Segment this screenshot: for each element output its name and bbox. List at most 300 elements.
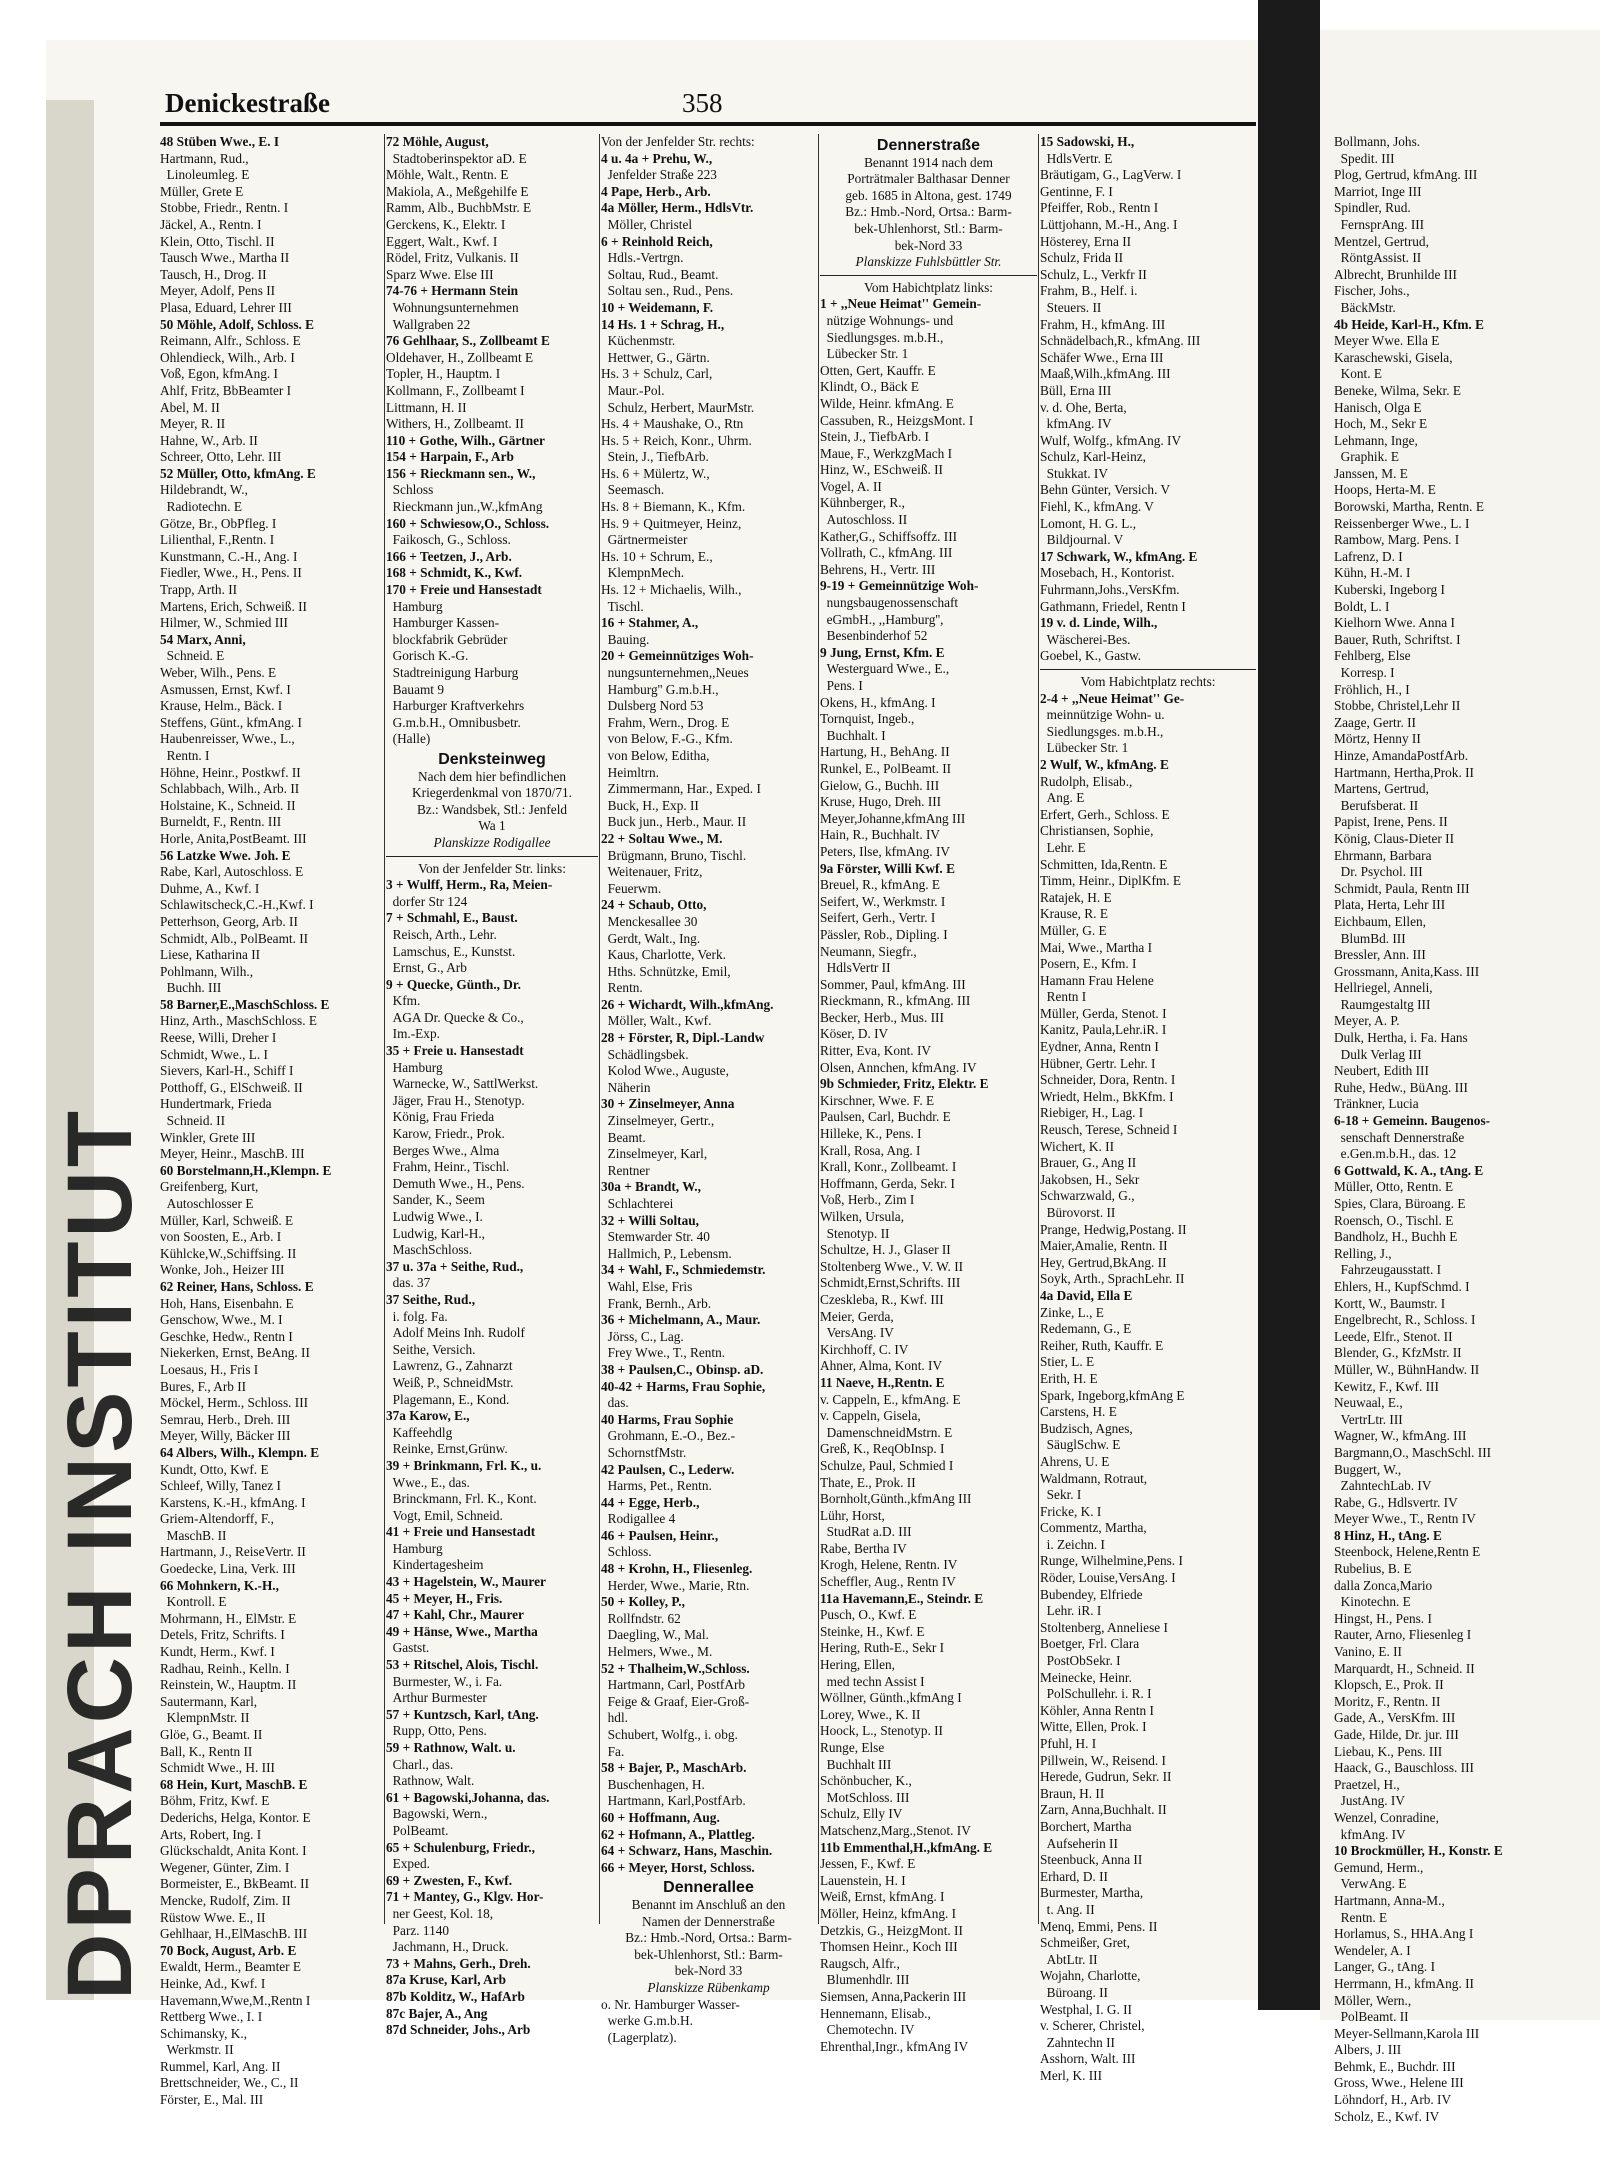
resident-entry: Steenbock, Helene,Rentn E bbox=[1334, 1544, 1481, 1560]
resident-entry: Ehrenthal,Ingr., kfmAng IV bbox=[820, 2038, 969, 2054]
resident-entry: Rupp, Otto, Pens. bbox=[386, 1723, 487, 1739]
resident-entry: Dulk Verlag III bbox=[1334, 1046, 1422, 1062]
resident-entry: (Lagerplatz). bbox=[601, 2029, 677, 2045]
resident-entry: Herede, Gudrun, Sekr. II bbox=[1040, 1769, 1172, 1785]
resident-entry: PostObSekr. I bbox=[1040, 1653, 1121, 1669]
resident-entry: Wriedt, Helm., BkKfm. I bbox=[1040, 1088, 1174, 1104]
resident-entry: Rambow, Marg. Pens. I bbox=[1334, 532, 1460, 548]
resident-entry: v. Scherer, Christel, bbox=[1040, 2018, 1145, 2034]
column-divider bbox=[384, 134, 385, 1924]
resident-entry: HdlsVertr II bbox=[820, 960, 891, 976]
resident-entry: Möller, Heinz, kfmAng. I bbox=[820, 1905, 957, 1921]
resident-entry: Wilde, Heinr. kfmAng. E bbox=[820, 395, 954, 411]
resident-entry: Ahner, Alma, Kont. IV bbox=[820, 1358, 943, 1374]
resident-entry: Wenzel, Conradine, bbox=[1334, 1809, 1439, 1825]
resident-entry: Gentinne, F. I bbox=[1040, 183, 1113, 199]
street-note: Wa 1 bbox=[478, 818, 506, 834]
resident-entry: Geschke, Hedw., Rentn I bbox=[160, 1328, 293, 1344]
resident-entry: Zaage, Gertr. II bbox=[1334, 714, 1416, 730]
resident-entry: Hoch, M., Sekr E bbox=[1334, 416, 1428, 432]
resident-entry: Frahm, B., Helf. i. bbox=[1040, 283, 1138, 299]
resident-entry: Kuberski, Ingeborg I bbox=[1334, 582, 1445, 598]
resident-entry: Bildjournal. V bbox=[1040, 532, 1124, 548]
resident-entry: Hs. 10 + Schrum, E., bbox=[601, 548, 713, 564]
resident-entry: Goedecke, Lina, Verk. III bbox=[160, 1561, 296, 1577]
resident-entry: Ratajek, H. E bbox=[1040, 889, 1112, 905]
resident-entry: StudRat a.D. III bbox=[820, 1524, 912, 1540]
resident-entry: Schubert, Wolfg., i. obg. bbox=[601, 1727, 738, 1742]
resident-entry: Schädlingsbek. bbox=[601, 1046, 689, 1062]
resident-entry: Rubelius, B. E bbox=[1334, 1561, 1412, 1577]
resident-entry: BlumBd. III bbox=[1334, 930, 1406, 946]
street-note: Namen der Dennerstraße bbox=[642, 1913, 775, 1929]
resident-entry: Scheffler, Aug., Rentn IV bbox=[820, 1574, 956, 1590]
resident-entry: Lomont, H. G. L., bbox=[1040, 515, 1137, 531]
resident-entry: Posern, E., Kfm. I bbox=[1040, 956, 1137, 972]
resident-entry: Paulsen, Carl, Buchdr. E bbox=[820, 1109, 951, 1125]
resident-entry: Kirchhoff, C. IV bbox=[820, 1341, 909, 1357]
house-number-entry: 11 Naeve, H.,Rentn. E bbox=[820, 1374, 945, 1390]
resident-entry: Klopsch, E., Prok. II bbox=[1334, 1677, 1444, 1693]
resident-entry: Genschow, Wwe., M. I bbox=[160, 1312, 283, 1328]
resident-entry: Reinstein, W., Hauptm. II bbox=[160, 1677, 297, 1693]
resident-entry: Plata, Herta, Lehr III bbox=[1334, 897, 1446, 913]
resident-entry: Bressler, Ann. III bbox=[1334, 947, 1426, 963]
resident-entry: Tornquist, Ingeb., bbox=[820, 711, 915, 727]
resident-entry: Zahntechn II bbox=[1040, 2034, 1115, 2050]
resident-entry: Boetger, Frl. Clara bbox=[1040, 1636, 1140, 1652]
resident-entry: Dr. Psychol. III bbox=[1334, 864, 1423, 880]
resident-entry: Soltau, Rud., Beamt. bbox=[601, 266, 719, 282]
house-number-entry: 37 u. 37a + Seithe, Rud., bbox=[386, 1258, 524, 1274]
resident-entry: Lehmann, Inge, bbox=[1334, 432, 1418, 448]
resident-entry: Jachmann, H., Druck. bbox=[386, 1939, 509, 1955]
resident-entry: Tischl. bbox=[601, 598, 644, 614]
resident-entry: Rentn. I bbox=[160, 747, 210, 763]
house-number-entry: 49 + Hänse, Wwe., Martha bbox=[386, 1623, 538, 1639]
resident-entry: Schnädelbach,R., kfmAng. III bbox=[1040, 333, 1201, 349]
resident-entry: Eichbaum, Ellen, bbox=[1334, 913, 1426, 929]
resident-entry: Rabe, G., Hdlsvertr. IV bbox=[1334, 1494, 1458, 1510]
resident-entry: Kühn, H.-M. I bbox=[1334, 565, 1411, 581]
resident-entry: Hoffmann, Gerda, Sekr. I bbox=[820, 1175, 955, 1191]
resident-entry: Czeskleba, R., Kwf. III bbox=[820, 1291, 944, 1307]
map-reference: Planskizze Rübenkamp bbox=[647, 1979, 770, 1995]
resident-entry: Buchh. III bbox=[160, 980, 222, 996]
resident-entry: v. Cappeln, E., kfmAng. E bbox=[820, 1391, 961, 1407]
resident-entry: Meyer Wwe. Ella E bbox=[1334, 333, 1440, 349]
resident-entry: Kather,G., Schiffsoffz. III bbox=[820, 528, 958, 544]
resident-entry: Rentner bbox=[601, 1162, 650, 1178]
resident-entry: Ritter, Eva, Kont. IV bbox=[820, 1043, 931, 1059]
house-number-entry: 87a Kruse, Karl, Arb bbox=[386, 1972, 507, 1988]
resident-entry: Timm, Heinr., DiplKfm. E bbox=[1040, 873, 1181, 889]
house-number-entry: 68 Hein, Kurt, MaschB. E bbox=[160, 1776, 308, 1792]
resident-entry: med techn Assist I bbox=[820, 1673, 925, 1689]
house-number-entry: 65 + Schulenburg, Friedr., bbox=[386, 1839, 535, 1855]
house-number-entry: 37 Seithe, Rud., bbox=[386, 1291, 476, 1307]
resident-entry: VersAng. IV bbox=[820, 1325, 894, 1341]
resident-entry: Rieckmann jun.,W.,kfmAng bbox=[386, 499, 543, 515]
page-gutter bbox=[1258, 0, 1320, 2010]
resident-entry: Wahl, Else, Fris bbox=[601, 1278, 693, 1294]
house-number-entry: 24 + Schaub, Otto, bbox=[601, 897, 707, 913]
resident-entry: Chemotechn. IV bbox=[820, 2022, 915, 2038]
resident-entry: Meyer, Adolf, Pens II bbox=[160, 283, 276, 299]
house-number-entry: 9-19 + Gemeinnützige Woh- bbox=[820, 578, 979, 594]
resident-entry: Hs. 3 + Schulz, Carl, bbox=[601, 366, 713, 382]
resident-entry: Hain, R., Buchhalt. IV bbox=[820, 827, 941, 843]
resident-entry: Hartmann, Karl,PostfArb. bbox=[601, 1793, 746, 1809]
resident-entry: Hering, Ruth-E., Sekr I bbox=[820, 1640, 945, 1656]
resident-entry: Schneid. E bbox=[160, 648, 225, 664]
house-number-entry: 11b Emmenthal,H.,kfmAng. E bbox=[820, 1839, 993, 1855]
resident-entry: Prange, Hedwig,Postang. II bbox=[1040, 1221, 1187, 1237]
resident-entry: Cassuben, R., HeizgsMont. I bbox=[820, 412, 974, 428]
resident-entry: Burmester, Martha, bbox=[1040, 1885, 1144, 1901]
resident-entry: Topler, H., Hauptm. I bbox=[386, 366, 501, 382]
house-number-entry: 170 + Freie und Hansestadt bbox=[386, 582, 542, 598]
resident-entry: Winkler, Grete III bbox=[160, 1129, 256, 1145]
resident-entry: Reinke, Ernst,Grünw. bbox=[386, 1441, 508, 1457]
resident-entry: Leede, Elfr., Stenot. II bbox=[1334, 1328, 1453, 1344]
resident-entry: Vogel, A. II bbox=[820, 478, 882, 494]
house-number-entry: 8 Hinz, H., tAng. E bbox=[1334, 1527, 1442, 1543]
house-number-entry: 16 + Stahmer, A., bbox=[601, 615, 699, 631]
resident-entry: PolSchullehr. i. R. I bbox=[1040, 1686, 1152, 1702]
resident-entry: ZahntechLab. IV bbox=[1334, 1478, 1432, 1494]
resident-entry: v. d. Ohe, Berta, bbox=[1040, 399, 1127, 415]
resident-entry: Warnecke, W., SattlWerkst. bbox=[386, 1076, 539, 1092]
resident-entry: Dulsberg Nord 53 bbox=[601, 698, 704, 714]
resident-entry: Janssen, M. E bbox=[1334, 465, 1408, 481]
resident-entry: Ludwig Wwe., I. bbox=[386, 1209, 483, 1224]
resident-entry: Meyer, Willy, Bäcker III bbox=[160, 1428, 291, 1444]
resident-entry: Autoschloss. II bbox=[820, 512, 908, 528]
resident-entry: Spies, Clara, Büroang. E bbox=[1334, 1196, 1466, 1211]
house-number-entry: 30a + Brandt, W., bbox=[601, 1179, 701, 1195]
resident-entry: Kühlcke,W.,Schiffsing. II bbox=[160, 1245, 297, 1261]
resident-entry: Reisch, Arth., Lehr. bbox=[386, 926, 497, 942]
resident-entry: Wonke, Joh., Heizer III bbox=[160, 1262, 285, 1278]
street-note: bek-Uhlenhorst, Stl.: Barm- bbox=[634, 1946, 783, 1962]
resident-entry: Behrens, H., Vertr. III bbox=[820, 561, 936, 577]
directory-column-3 bbox=[601, 134, 816, 2046]
house-number-entry: 7 + Schmahl, E., Baust. bbox=[386, 910, 518, 926]
resident-entry: Waldmann, Rotraut, bbox=[1040, 1470, 1148, 1486]
resident-entry: Fa. bbox=[601, 1743, 625, 1759]
resident-entry: Semrau, Herb., Dreh. III bbox=[160, 1411, 291, 1427]
resident-entry: Feuerwm. bbox=[601, 880, 662, 896]
house-number-entry: 4a Möller, Herm., HdlsVtr. bbox=[601, 200, 754, 216]
resident-entry: Maaß,Wilh.,kfmAng. III bbox=[1040, 366, 1171, 382]
resident-entry: Hallmich, P., Lebensm. bbox=[601, 1245, 732, 1261]
resident-entry: Sautermann, Karl, bbox=[160, 1693, 258, 1709]
resident-entry: Radiotechn. E bbox=[160, 499, 242, 515]
resident-entry: Bürovorst. II bbox=[1040, 1205, 1116, 1220]
resident-entry: Reese, Willi, Dreher I bbox=[160, 1030, 277, 1046]
resident-entry: Glöe, G., Beamt. II bbox=[160, 1727, 263, 1742]
resident-entry: Jörss, C., Lag. bbox=[601, 1328, 684, 1344]
running-head-street: Denickestraße bbox=[165, 88, 330, 118]
resident-entry: AbtLtr. II bbox=[1040, 1951, 1098, 1967]
resident-entry: Lübecker Str. 1 bbox=[1040, 740, 1129, 756]
resident-entry: Müller, W., BühnHandw. II bbox=[1334, 1361, 1480, 1377]
resident-entry: das. bbox=[601, 1395, 629, 1411]
resident-entry: Hering, Ellen, bbox=[820, 1657, 895, 1673]
resident-entry: Neubert, Edith III bbox=[1334, 1063, 1429, 1079]
resident-entry: Brinckmann, Frl. K., Kont. bbox=[386, 1491, 537, 1507]
resident-entry: Besenbinderhof 52 bbox=[820, 628, 928, 644]
resident-entry: Weiß, P., SchneidMstr. bbox=[386, 1374, 514, 1390]
resident-entry: Buchhalt. I bbox=[820, 727, 886, 743]
resident-entry: Hartung, H., BehAng. II bbox=[820, 744, 950, 760]
resident-entry: meinnützige Wohn- u. bbox=[1040, 707, 1165, 723]
resident-entry: Ramm, Alb., BuchbMstr. E bbox=[386, 200, 532, 216]
street-note: Porträtmaler Balthasar Denner bbox=[847, 171, 1010, 187]
house-number-entry: 64 Albers, Wilh., Klempn. E bbox=[160, 1444, 320, 1460]
resident-entry: Rudolph, Elisab., bbox=[1040, 773, 1133, 789]
resident-entry: Spark, Ingeborg,kfmAng E bbox=[1040, 1387, 1185, 1403]
house-number-entry: 1 + ,,Neue Heimat'' Gemein- bbox=[820, 296, 982, 312]
resident-entry: von Soosten, E., Arb. I bbox=[160, 1229, 282, 1245]
resident-entry: Kortt, W., Baumstr. I bbox=[1334, 1295, 1446, 1311]
street-note: Vom Habichtplatz links: bbox=[863, 279, 993, 295]
house-number-entry: 62 Reiner, Hans, Schloss. E bbox=[160, 1278, 314, 1294]
resident-entry: Näherin bbox=[601, 1079, 651, 1095]
resident-entry: Jakobsen, H., Sekr bbox=[1040, 1171, 1140, 1187]
resident-entry: Reissenberger Wwe., L. I bbox=[1334, 515, 1470, 531]
resident-entry: Krall, Rosa, Ang. I bbox=[820, 1142, 921, 1158]
resident-entry: Trapp, Arth. II bbox=[160, 582, 238, 598]
resident-entry: Köhler, Anna Rentn I bbox=[1040, 1702, 1154, 1718]
resident-entry: Niekerken, Ernst, BeAng. II bbox=[160, 1345, 310, 1361]
house-number-entry: 9 + Quecke, Günth., Dr. bbox=[386, 976, 521, 992]
house-number-entry: 59 + Rathnow, Walt. u. bbox=[386, 1740, 516, 1755]
house-number-entry: 50 Möhle, Adolf, Schloss. E bbox=[160, 316, 315, 332]
resident-entry: Christiansen, Sophie, bbox=[1040, 823, 1154, 839]
resident-entry: das. 37 bbox=[386, 1275, 431, 1291]
resident-entry: Wegener, Günter, Zim. I bbox=[160, 1859, 290, 1875]
house-number-entry: 9b Schmieder, Fritz, Elektr. E bbox=[820, 1076, 989, 1092]
resident-entry: Schneider, Dora, Rentn. I bbox=[1040, 1072, 1176, 1088]
house-number-entry: 66 + Meyer, Horst, Schloss. bbox=[601, 1859, 755, 1875]
resident-entry: Jäckel, A., Rentn. I bbox=[160, 216, 262, 232]
resident-entry: Hennemann, Elisab., bbox=[820, 2005, 931, 2021]
resident-entry: Lauenstein, H. I bbox=[820, 1872, 906, 1888]
resident-entry: Pens. I bbox=[820, 678, 863, 693]
street-heading: Dennerallee bbox=[663, 1879, 754, 1897]
resident-entry: Bubendey, Elfriede bbox=[1040, 1586, 1143, 1602]
resident-entry: kfmAng. IV bbox=[1040, 416, 1112, 432]
house-number-entry: 4a David, Ella E bbox=[1040, 1287, 1133, 1303]
resident-entry: MotSchloss. III bbox=[820, 1789, 910, 1805]
resident-entry: Bormeister, E., BkBeamt. II bbox=[160, 1876, 310, 1892]
resident-entry: Berufsberat. II bbox=[1334, 797, 1419, 813]
resident-entry: Pässler, Rob., Dipling. I bbox=[820, 926, 948, 942]
resident-entry: Kfm. bbox=[386, 993, 421, 1009]
resident-entry: Wöllner, Günth.,kfmAng I bbox=[820, 1690, 962, 1706]
street-note: Vom Habichtplatz rechts: bbox=[1080, 674, 1216, 689]
resident-entry: Detels, Fritz, Schrifts. I bbox=[160, 1627, 285, 1643]
resident-entry: Lafrenz, D. I bbox=[1334, 548, 1403, 564]
resident-entry: Kundt, Otto, Kwf. E bbox=[160, 1461, 269, 1477]
resident-entry: Runge, Else bbox=[820, 1740, 885, 1755]
resident-entry: Jessen, F., Kwf. E bbox=[820, 1856, 916, 1872]
resident-entry: Hahne, W., Arb. II bbox=[160, 432, 258, 448]
resident-entry: Hs. 5 + Reich, Konr., Uhrm. bbox=[601, 432, 752, 448]
resident-entry: Kielhorn Wwe. Anna I bbox=[1334, 615, 1455, 631]
resident-entry: Schulz, Karl-Heinz, bbox=[1040, 449, 1146, 465]
resident-entry: Hinz, Arth., MaschSchloss. E bbox=[160, 1013, 317, 1029]
resident-entry: Lawrenz, G., Zahnarzt bbox=[386, 1358, 513, 1374]
resident-entry: Hs. 9 + Quitmeyer, Heinz, bbox=[601, 515, 742, 531]
resident-entry: Graphik. E bbox=[1334, 449, 1399, 465]
resident-entry: Gross, Wwe., Helene III bbox=[1334, 2075, 1464, 2091]
resident-entry: Pohlmann, Wilh., bbox=[160, 963, 254, 979]
house-number-entry: 61 + Bagowski,Johanna, das. bbox=[386, 1789, 550, 1805]
resident-entry: Helmers, Wwe., M. bbox=[601, 1644, 713, 1660]
resident-entry: Plasa, Eduard, Lehrer III bbox=[160, 299, 292, 315]
resident-entry: Karow, Friedr., Prok. bbox=[386, 1126, 505, 1142]
resident-entry: Gastst. bbox=[386, 1640, 430, 1656]
resident-entry: Albers, J. III bbox=[1334, 2042, 1402, 2058]
resident-entry: Feige & Graaf, Eier-Groß- bbox=[601, 1693, 750, 1709]
resident-entry: Hinze, AmandaPostfArb. bbox=[1334, 747, 1469, 763]
resident-entry: Kaus, Charlotte, Verk. bbox=[601, 947, 726, 963]
resident-entry: ner Geest, Kol. 18, bbox=[386, 1905, 494, 1921]
resident-entry: Soyk, Arth., SprachLehr. II bbox=[1040, 1271, 1185, 1287]
resident-entry: Grossmann, Anita,Kass. III bbox=[1334, 963, 1480, 979]
resident-entry: Fuhrmann,Johs.,VersKfm. bbox=[1040, 582, 1180, 598]
directory-column-2 bbox=[386, 134, 598, 2039]
resident-entry: Brauer, G., Ang II bbox=[1040, 1155, 1137, 1171]
house-number-entry: 50 + Kolley, P., bbox=[601, 1594, 685, 1610]
resident-entry: Höhne, Heinr., Postkwf. II bbox=[160, 764, 301, 780]
resident-entry: Wwe., E., das. bbox=[386, 1474, 470, 1490]
house-number-entry: 69 + Zwesten, F., Kwf. bbox=[386, 1872, 513, 1888]
resident-entry: nützige Wohnungs- und bbox=[820, 312, 954, 328]
resident-entry: Vanino, E. II bbox=[1334, 1644, 1402, 1660]
resident-entry: Sekr. I bbox=[1040, 1487, 1082, 1503]
resident-entry: Raugsch, Alfr., bbox=[820, 1955, 900, 1971]
resident-entry: Spedit. III bbox=[1334, 150, 1395, 166]
house-number-entry: 42 Paulsen, C., Lederw. bbox=[601, 1461, 735, 1477]
resident-entry: Kruse, Hugo, Dreh. III bbox=[820, 794, 942, 810]
resident-entry: Liebau, K., Pens. III bbox=[1334, 1743, 1443, 1759]
resident-entry: Seemasch. bbox=[601, 482, 665, 498]
resident-entry: Gielow, G., Buchh. III bbox=[820, 777, 940, 793]
resident-entry: Sievers, Karl-H., Schiff I bbox=[160, 1063, 294, 1079]
resident-entry: Westerguard Wwe., E., bbox=[820, 661, 950, 677]
house-number-entry: 47 + Kahl, Chr., Maurer bbox=[386, 1607, 524, 1623]
resident-entry: Stadtoberinspektor aD. E bbox=[386, 150, 527, 166]
house-number-entry: 58 + Bajer, P., MaschArb. bbox=[601, 1760, 747, 1776]
resident-entry: Charl., das. bbox=[386, 1756, 454, 1772]
resident-entry: Meyer, A. P. bbox=[1334, 1013, 1400, 1029]
resident-entry: Asshorn, Walt. III bbox=[1040, 2051, 1136, 2067]
resident-entry: AGA Dr. Quecke & Co., bbox=[386, 1009, 524, 1025]
resident-entry: Redemann, G., E bbox=[1040, 1321, 1132, 1337]
resident-entry: Martens, Erich, Schweiß. II bbox=[160, 598, 307, 614]
resident-entry: Linoleumleg. E bbox=[160, 167, 250, 183]
resident-entry: Hartmann, Anna-M., bbox=[1334, 1892, 1445, 1908]
resident-entry: Stukkat. IV bbox=[1040, 465, 1108, 481]
house-number-entry: 40 Harms, Frau Sophie bbox=[601, 1411, 734, 1427]
binding-stamp bbox=[48, 120, 92, 2000]
house-number-entry: 15 Sadowski, H., bbox=[1040, 134, 1135, 149]
resident-entry: Schmidt, Paula, Rentn III bbox=[1334, 880, 1470, 896]
resident-entry: Karaschewski, Gisela, bbox=[1334, 349, 1453, 365]
house-number-entry: 4 Pape, Herb., Arb. bbox=[601, 183, 711, 199]
resident-entry: Hs. 12 + Michaelis, Wilh., bbox=[601, 582, 742, 598]
resident-entry: i. Zeichn. I bbox=[1040, 1536, 1105, 1552]
resident-entry: Von der Jenfelder Str. rechts: bbox=[601, 134, 755, 149]
resident-entry: Plagemann, E., Kond. bbox=[386, 1391, 510, 1407]
house-number-entry: 44 + Egge, Herb., bbox=[601, 1494, 700, 1510]
resident-entry: Krogh, Helene, Rentn. IV bbox=[820, 1557, 958, 1573]
street-note: Bz.: Wandsbek, Stl.: Jenfeld bbox=[416, 801, 568, 817]
resident-entry: Müller, Otto, Rentn. E bbox=[1334, 1179, 1454, 1195]
resident-entry: Frahm, Wern., Drog. E bbox=[601, 714, 730, 730]
resident-entry: Lehr. iR. I bbox=[1040, 1603, 1102, 1619]
resident-entry: Autoschlosser E bbox=[160, 1196, 254, 1211]
resident-entry: Mörtz, Henny II bbox=[1334, 731, 1421, 747]
resident-entry: e.Gen.m.b.H., das. 12 bbox=[1334, 1146, 1457, 1162]
resident-entry: Menq, Emmi, Pens. II bbox=[1040, 1918, 1158, 1934]
resident-entry: Hths. Schnützke, Emil, bbox=[601, 963, 731, 979]
resident-entry: Asmussen, Ernst, Kwf. I bbox=[160, 681, 291, 697]
resident-entry: i. folg. Fa. bbox=[386, 1308, 448, 1324]
resident-entry: Steuers. II bbox=[1040, 299, 1102, 315]
resident-entry: eGmbH., ,,Hamburg'', bbox=[820, 611, 944, 627]
resident-entry: Praetzel, H., bbox=[1334, 1776, 1400, 1792]
resident-entry: Hilleke, K., Pens. I bbox=[820, 1126, 922, 1142]
resident-entry: Kanitz, Paula,Lehr.iR. I bbox=[1040, 1022, 1167, 1038]
resident-entry: Im.-Exp. bbox=[386, 1026, 440, 1042]
resident-entry: Möller, Walt., Kwf. bbox=[601, 1013, 712, 1029]
house-number-entry: 17 Schwark, W., kfmAng. E bbox=[1040, 548, 1198, 564]
resident-entry: PolBeamt. bbox=[386, 1822, 449, 1838]
resident-entry: Pfuhl, H. I bbox=[1040, 1736, 1097, 1751]
resident-entry: Küchenmstr. bbox=[601, 333, 676, 349]
resident-entry: Karstens, K.-H., kfmAng. I bbox=[160, 1494, 306, 1510]
resident-entry: Schönbucher, K., bbox=[820, 1773, 912, 1789]
house-number-entry: 6 + Reinhold Reich, bbox=[601, 233, 713, 249]
section-rule bbox=[386, 856, 598, 857]
resident-entry: Weiß, Ernst, kfmAng. I bbox=[820, 1889, 945, 1905]
resident-entry: Zinselmeyer, Gertr., bbox=[601, 1113, 715, 1129]
resident-entry: Rauter, Arno, Fliesenleg I bbox=[1334, 1627, 1472, 1643]
directory-column-5 bbox=[1040, 134, 1256, 2084]
resident-entry: von Below, Editha, bbox=[601, 747, 710, 763]
resident-entry: Wojahn, Charlotte, bbox=[1040, 1968, 1141, 1984]
resident-entry: Gade, A., VersKfm. III bbox=[1334, 1710, 1456, 1726]
resident-entry: Pusch, O., Kwf. E bbox=[820, 1607, 917, 1623]
resident-entry: Otten, Gert, Kauffr. E bbox=[820, 362, 936, 378]
house-number-entry: 58 Barner,E.,MaschSchloss. E bbox=[160, 996, 330, 1012]
resident-entry: Hey, Gertrud,BkAng. II bbox=[1040, 1254, 1167, 1270]
resident-entry: Hundertmark, Frieda bbox=[160, 1096, 272, 1112]
resident-entry: BäckMstr. bbox=[1334, 299, 1396, 315]
resident-entry: Oldehaver, H., Zollbeamt E bbox=[386, 349, 534, 365]
resident-entry: Wendeler, A. I bbox=[1334, 1942, 1411, 1958]
resident-entry: Blumenhdlr. III bbox=[820, 1972, 910, 1988]
house-number-entry: 48 Stüben Wwe., E. I bbox=[160, 134, 280, 149]
street-note: Nach dem hier befindlichen bbox=[417, 768, 567, 784]
house-number-entry: 32 + Willi Soltau, bbox=[601, 1212, 699, 1228]
resident-entry: Glückschaldt, Anita Kont. I bbox=[160, 1843, 307, 1859]
